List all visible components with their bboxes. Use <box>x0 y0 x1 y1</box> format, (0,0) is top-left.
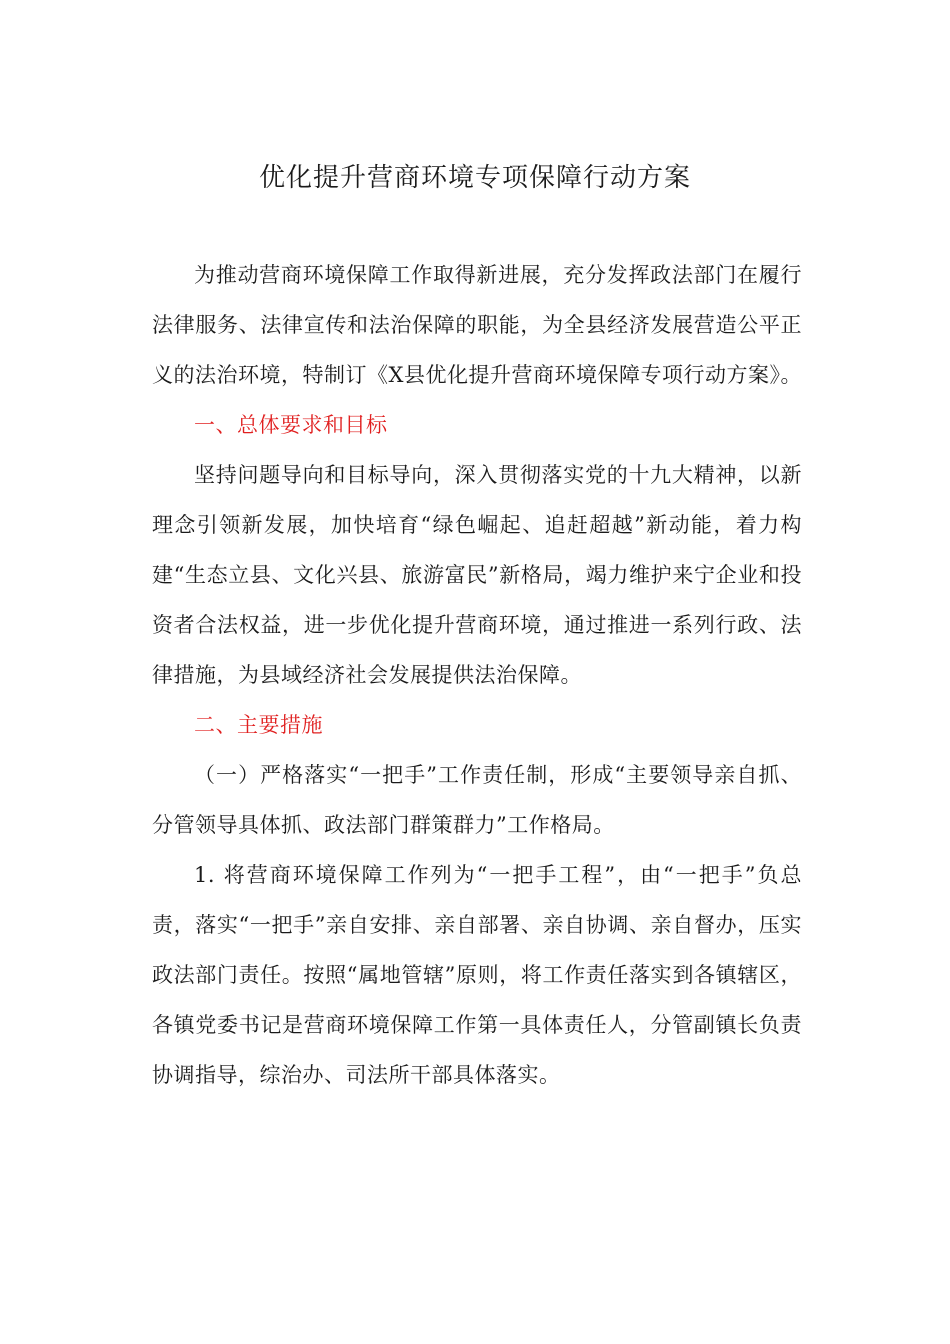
section-heading-1: 一、总体要求和目标 <box>194 413 388 437</box>
section-heading-2: 二、主要措施 <box>194 713 323 737</box>
intro-paragraph: 为推动营商环境保障工作取得新进展，充分发挥政法部门在履行法律服务、法律宣传和法治保障的职能，为全县经济发展营造公平正义的法治环境，特制订《X县优化提升营商环境保障专项行动方案》。 <box>152 263 802 387</box>
document-body <box>152 250 802 1100</box>
item-1-paragraph: 1. 将营商环境保障工作列为“一把手工程”，由“一把手”负总责，落实“一把手”亲自安排、亲自部署、亲自协调、亲自督办，压实政法部门责任。按照“属地管辖”原则，将工作责任落实到各镇辖区，各镇党委书记是营商环境保障工作第一具体责任人，分管副镇长负责协调指导，综治办、司法所干部具体落实。 <box>152 863 802 1087</box>
section-1-paragraph: 坚持问题导向和目标导向，深入贯彻落实党的十九大精神，以新理念引领新发展，加快培育“绿色崛起、追赶超越”新动能，着力构建“生态立县、文化兴县、旅游富民”新格局，竭力维护来宁企业和投资者合法权益，进一步优化提升营商环境，通过推进一系列行政、法律措施，为县域经济社会发展提供法治保障。 <box>152 463 802 687</box>
document-title: 优化提升营商环境专项保障行动方案 <box>258 163 691 193</box>
subsection-1-paragraph: （一）严格落实“一把手”工作责任制，形成“主要领导亲自抓、分管领导具体抓、政法部门群策群力”工作格局。 <box>152 763 802 837</box>
